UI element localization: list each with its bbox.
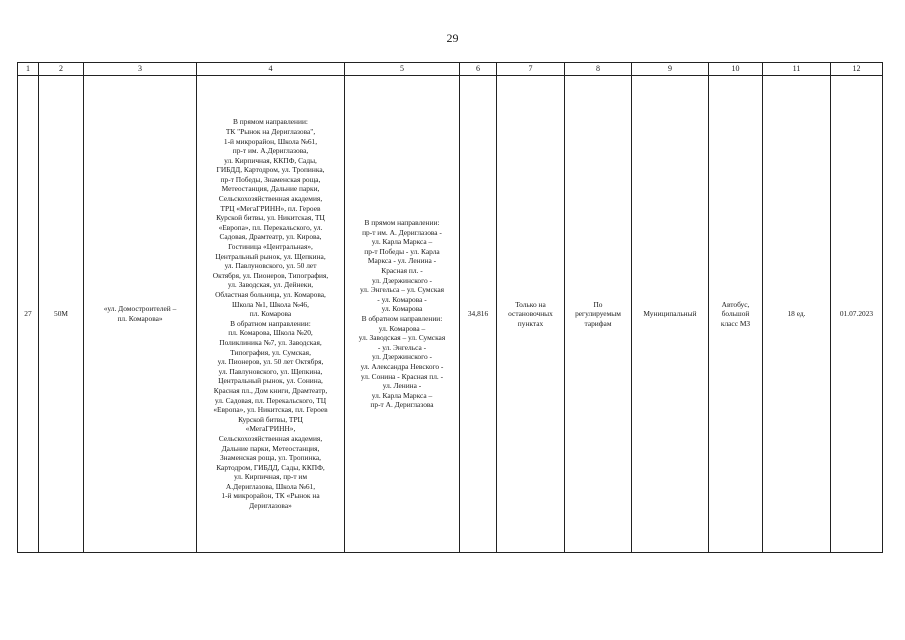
carrier-type: Муниципальный <box>632 76 709 553</box>
stops-path: В прямом направлении: ТК "Рынок на Дериглазова", 1-й микрорайон, Школа №61, пр-т им. А.Дериглазова, ул. Кирпичная, ККПФ, Сады, ГИБДД, Картодром, ул. Тропинка, пр-т Победы, Знаменская роща, Метеостанция, Дальние парки, Сельскохозяйственная академия, ТРЦ «МегаГРИНН», пл. Героев Курской битвы, ул. Никитская, ТЦ «Европа», пл. Перекальского, ул. Садовая, Драмтеатр, ул. Кирова, Гостиница «Центральная», Центральный рынок, ул. Щепкина, ул. Павлуновского, ул. 50 лет Октября, ул. Пионеров, Типография, ул. Заводская, ул. Дейнеки, Областная больница, ул. Комарова, Школа №1, Школа №46, пл. Комарова В обратном направлении: пл. Комарова, Школа №20, Поликлиника №7, ул. Заводская, Типография, ул. Сумская, ул. Пионеров, ул. 50 лет Октября, ул. Павлуновского, ул. Щепкина, Центральный рынок, ул. Сонина, Красная пл., Дом книги, Драмтеатр, ул. Садовая, пл. Перекальского, ТЦ «Европа», ул. Никитская, пл. Героев Курской битвы, ТРЦ «МегаГРИНН», Сельскохозяйственная академия, Дальние парки, Метеостанция, Знаменская роща, ул. Тропинка, Картодром, ГИБДД, Сады, ККПФ, ул. Кирпичная, пр-т им А.Дериглазова, Школа №61, 1-й микрорайон, ТК «Рынок на Дериглазова» <box>197 76 345 553</box>
column-number: 7 <box>497 63 565 76</box>
column-number: 9 <box>632 63 709 76</box>
route-table <box>17 62 883 553</box>
column-number: 3 <box>84 63 197 76</box>
row-number: 27 <box>18 76 39 553</box>
column-number: 12 <box>831 63 883 76</box>
vehicle-class: Автобус, большой класс МЗ <box>709 76 763 553</box>
tariff-type: По регулируемым тарифам <box>565 76 632 553</box>
page-number: 29 <box>446 31 459 45</box>
stop-order: Только на остановочных пунктах <box>497 76 565 553</box>
table-row <box>18 76 883 553</box>
route-code: 50М <box>39 76 84 553</box>
column-number: 2 <box>39 63 84 76</box>
streets-list: В прямом направлении: пр-т им. А. Дериглазова - ул. Карла Маркса – пр-т Победы - ул. Карла Маркса - ул. Ленина - Красная пл. - ул. Дзержинского - ул. Энгельса – ул. Сумская - ул. Комарова - ул. Комарова В обратном направлении: ул. Комарова – ул. Заводская – ул. Сумская - ул. Энгельса - ул. Дзержинского - ул. Александра Невского - ул. Сонина - Красная пл. - ул. Ленина - ул. Карла Маркса – пр-т А. Дериглазова <box>345 76 460 553</box>
column-number: 8 <box>565 63 632 76</box>
column-number: 6 <box>460 63 497 76</box>
column-number: 5 <box>345 63 460 76</box>
route-name: «ул. Домостроителей – пл. Комарова» <box>84 76 197 553</box>
column-number: 10 <box>709 63 763 76</box>
column-number: 11 <box>763 63 831 76</box>
column-number: 4 <box>197 63 345 76</box>
vehicle-count: 18 ед. <box>763 76 831 553</box>
column-number: 1 <box>18 63 39 76</box>
route-length: 34,816 <box>460 76 497 553</box>
column-number-row <box>18 63 883 76</box>
start-date: 01.07.2023 <box>831 76 883 553</box>
